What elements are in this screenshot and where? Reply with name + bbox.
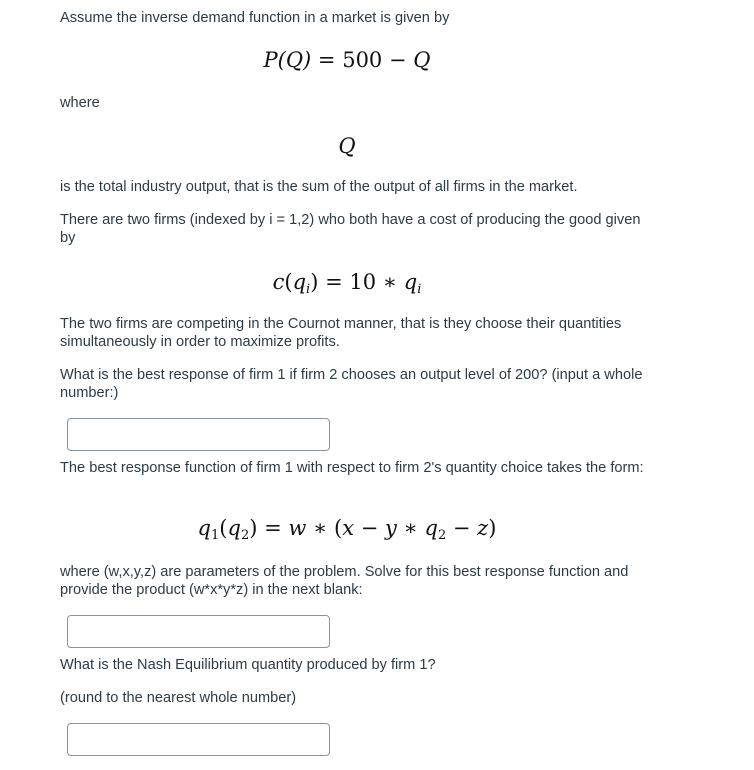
answer-input-2[interactable] <box>67 615 330 648</box>
params-text: where (w,x,y,z) are parameters of the problem. Solve for this best response function and provide the product (w*x*y*z) in the next blank: <box>60 564 629 598</box>
best-response-text: The best response function of firm 1 with respect to firm 2's quantity choice takes the form: <box>60 460 644 476</box>
eq3-paren-close: ) <box>488 516 497 540</box>
cost-text: There are two firms (indexed by i = 1,2) who both have a cost of producing the good given by <box>60 212 641 246</box>
answer-input-3[interactable] <box>67 723 330 756</box>
eq2-equals: = <box>318 270 350 294</box>
question-3: What is the Nash Equilibrium quantity produced by firm 1? <box>60 657 436 673</box>
eq2-var: q <box>292 270 307 294</box>
eq3-x: x <box>342 516 355 540</box>
eq3-sub3: 2 <box>437 528 447 543</box>
eq2-coef: 10 <box>349 270 377 294</box>
eq3-z: z <box>477 516 489 540</box>
eq3-minus1: − <box>354 516 385 540</box>
eq3-y: y <box>384 516 397 540</box>
eq1-minus: − <box>382 48 414 72</box>
eq2-times: ∗ <box>376 270 404 294</box>
eq3-open: ( <box>219 516 228 540</box>
question-1: What is the best response of firm 1 if firm 2 chooses an output level of 200? (input a whole number:) <box>60 367 643 401</box>
eq1-constant: 500 <box>342 48 383 72</box>
eq3-paren-open: ( <box>333 516 343 540</box>
eq3-sub1: 1 <box>211 528 220 543</box>
eq3-q3: q <box>424 516 438 540</box>
eq3-equals: = <box>257 516 289 540</box>
eq2-close-paren: ) <box>310 270 319 294</box>
inverse-demand-equation <box>0 46 694 74</box>
q-symbol <box>0 132 694 160</box>
eq3-minus2: − <box>446 516 478 540</box>
eq3-times1: ∗ <box>306 516 334 540</box>
eq2-var2: q <box>403 270 418 294</box>
answer-input-1[interactable] <box>67 418 330 451</box>
eq2-open-paren: ( <box>284 270 293 294</box>
eq3-w: w <box>288 516 307 540</box>
where-label: where <box>60 95 100 111</box>
eq3-sub2: 2 <box>240 528 250 543</box>
eq3-q1: q <box>197 516 211 540</box>
eq2-sub: i <box>306 282 311 297</box>
eq2-sub2: i <box>417 282 422 297</box>
eq3-times2: ∗ <box>396 516 425 540</box>
cost-equation <box>0 268 694 296</box>
eq1-equals: = <box>311 48 343 72</box>
round-note: (round to the nearest whole number) <box>60 690 297 706</box>
cournot-text: The two firms are competing in the Cournot manner, that is they choose their quantities simultaneously in order to maximize profits. <box>60 316 622 350</box>
eq3-q2: q <box>227 516 241 540</box>
intro-text: Assume the inverse demand function in a market is given by <box>60 10 450 26</box>
eq1-lhs: P(Q) <box>263 48 312 72</box>
eq3-close: ) <box>249 516 258 540</box>
q-definition-text: is the total industry output, that is the sum of the output of all firms in the market. <box>60 179 578 195</box>
q-symbol-text: Q <box>338 134 356 158</box>
eq2-fn: c <box>272 270 285 294</box>
best-response-equation <box>0 514 694 542</box>
eq1-variable: Q <box>413 48 431 72</box>
